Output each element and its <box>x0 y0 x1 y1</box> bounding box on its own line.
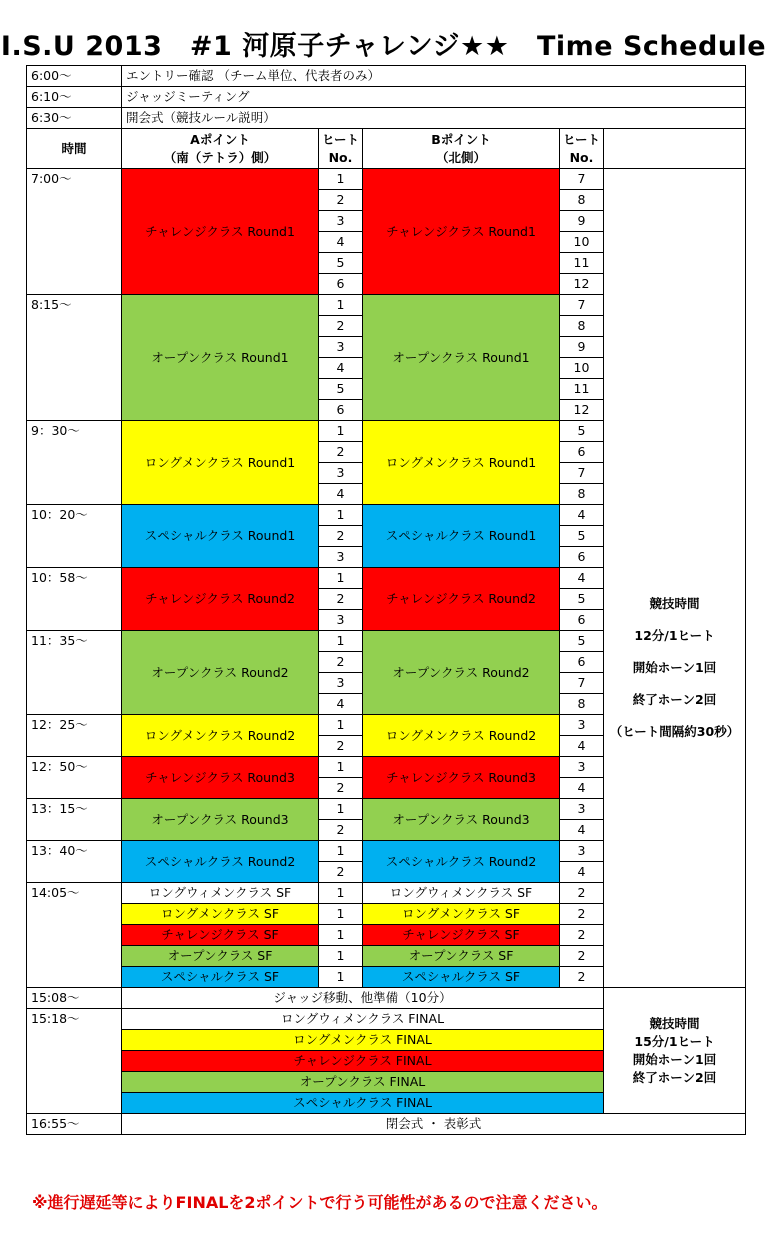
closing-text: 閉会式 ・ 表彰式 <box>122 1114 746 1135</box>
b-heat-no: 12 <box>560 400 604 421</box>
a-heat-no: 6 <box>319 274 363 295</box>
time-cell: 6:00～ <box>27 66 122 87</box>
a-heat-no: 2 <box>319 778 363 799</box>
a-heat-no: 2 <box>319 862 363 883</box>
header-a-point <box>122 129 319 169</box>
header-a-title: Aポイント <box>190 131 250 147</box>
a-sf-heat: 1 <box>319 883 363 904</box>
b-class-cell: チャレンジクラス Round3 <box>363 757 560 799</box>
a-heat-no: 5 <box>319 253 363 274</box>
header-b-title: Bポイント <box>431 131 491 147</box>
b-sf-heat: 2 <box>560 925 604 946</box>
a-heat-no: 2 <box>319 820 363 841</box>
b-sf-heat: 2 <box>560 967 604 988</box>
a-heat-no: 2 <box>319 442 363 463</box>
b-heat-no: 5 <box>560 589 604 610</box>
a-heat-no: 2 <box>319 526 363 547</box>
a-heat-no: 3 <box>319 211 363 232</box>
a-class-cell: スペシャルクラス Round1 <box>122 505 319 568</box>
time-cell: 8:15～ <box>27 295 122 421</box>
time-cell: 11：35～ <box>27 631 122 715</box>
time-cell: 6:10～ <box>27 87 122 108</box>
header-heat-label: ヒート <box>321 131 359 147</box>
b-heat-no: 4 <box>560 568 604 589</box>
delay-notice: ※進行遅延等によりFINALを2ポイントで行う可能性があるので注意ください。 <box>32 1193 608 1212</box>
a-heat-no: 1 <box>319 715 363 736</box>
b-class-cell: チャレンジクラス Round1 <box>363 169 560 295</box>
side-note-line: 競技時間 <box>649 1015 700 1031</box>
final-class: スペシャルクラス FINAL <box>122 1093 604 1114</box>
b-heat-no: 6 <box>560 652 604 673</box>
side-note-line: 競技時間 <box>649 596 700 611</box>
b-sf-heat: 2 <box>560 904 604 925</box>
a-heat-no: 1 <box>319 505 363 526</box>
time-cell: 15:08～ <box>27 988 122 1009</box>
b-heat-no: 8 <box>560 484 604 505</box>
a-heat-no: 1 <box>319 631 363 652</box>
b-heat-no: 3 <box>560 715 604 736</box>
b-heat-no: 8 <box>560 316 604 337</box>
a-sf-class: スペシャルクラス SF <box>122 967 319 988</box>
b-heat-no: 7 <box>560 169 604 190</box>
b-heat-no: 12 <box>560 274 604 295</box>
b-class-cell: オープンクラス Round3 <box>363 799 560 841</box>
time-cell: 13：15～ <box>27 799 122 841</box>
b-heat-no: 5 <box>560 631 604 652</box>
time-cell: 13：40～ <box>27 841 122 883</box>
header-row <box>27 129 746 169</box>
header-heat-b <box>560 129 604 169</box>
a-heat-no: 2 <box>319 736 363 757</box>
a-class-cell: オープンクラス Round3 <box>122 799 319 841</box>
pre-row <box>27 66 746 87</box>
header-no-label: No. <box>569 149 594 165</box>
b-class-cell: ロングメンクラス Round2 <box>363 715 560 757</box>
side-note-final <box>604 988 746 1114</box>
a-sf-heat: 1 <box>319 904 363 925</box>
a-heat-no: 3 <box>319 547 363 568</box>
b-heat-no: 6 <box>560 442 604 463</box>
final-class: ロングメンクラス FINAL <box>122 1030 604 1051</box>
final-class: ロングウィメンクラス FINAL <box>122 1009 604 1030</box>
b-heat-no: 4 <box>560 778 604 799</box>
b-heat-no: 9 <box>560 211 604 232</box>
a-sf-class: チャレンジクラス SF <box>122 925 319 946</box>
event-cell: 開会式（競技ルール説明） <box>122 108 746 129</box>
b-heat-no: 8 <box>560 694 604 715</box>
final-class: チャレンジクラス FINAL <box>122 1051 604 1072</box>
a-sf-heat: 1 <box>319 925 363 946</box>
time-cell: 6:30～ <box>27 108 122 129</box>
time-cell: 12：50～ <box>27 757 122 799</box>
a-sf-class: ロングメンクラス SF <box>122 904 319 925</box>
b-heat-no: 8 <box>560 190 604 211</box>
b-heat-no: 10 <box>560 358 604 379</box>
side-note-line: 12分/1ヒート <box>634 628 715 643</box>
b-heat-no: 10 <box>560 232 604 253</box>
a-class-cell: オープンクラス Round1 <box>122 295 319 421</box>
header-heat-a <box>319 129 363 169</box>
b-heat-no: 3 <box>560 757 604 778</box>
a-heat-no: 3 <box>319 673 363 694</box>
side-note-line: 終了ホーン2回 <box>632 692 717 707</box>
a-heat-no: 3 <box>319 610 363 631</box>
a-class-cell: チャレンジクラス Round2 <box>122 568 319 631</box>
b-sf-heat: 2 <box>560 946 604 967</box>
a-class-cell: スペシャルクラス Round2 <box>122 841 319 883</box>
a-class-cell: チャレンジクラス Round1 <box>122 169 319 295</box>
time-cell: 9：30～ <box>27 421 122 505</box>
a-class-cell: オープンクラス Round2 <box>122 631 319 715</box>
judge-move-row <box>27 988 746 1009</box>
b-sf-class: オープンクラス SF <box>363 946 560 967</box>
b-class-cell: スペシャルクラス Round2 <box>363 841 560 883</box>
b-heat-no: 7 <box>560 673 604 694</box>
a-heat-no: 2 <box>319 652 363 673</box>
time-cell: 15:18～ <box>27 1009 122 1114</box>
final-class: オープンクラス FINAL <box>122 1072 604 1093</box>
heat-row <box>27 169 746 190</box>
a-class-cell: ロングメンクラス Round2 <box>122 715 319 757</box>
b-class-cell: ロングメンクラス Round1 <box>363 421 560 505</box>
side-note-line: （ヒート間隔約30秒） <box>609 724 740 739</box>
b-heat-no: 4 <box>560 736 604 757</box>
a-heat-no: 1 <box>319 841 363 862</box>
a-heat-no: 3 <box>319 463 363 484</box>
pre-row <box>27 108 746 129</box>
b-heat-no: 9 <box>560 337 604 358</box>
side-note-line: 開始ホーン1回 <box>632 1051 717 1067</box>
b-heat-no: 3 <box>560 799 604 820</box>
a-heat-no: 4 <box>319 484 363 505</box>
side-note-line: 終了ホーン2回 <box>632 1069 717 1085</box>
a-class-cell: チャレンジクラス Round3 <box>122 757 319 799</box>
event-cell: エントリー確認 （チーム単位、代表者のみ） <box>122 66 746 87</box>
header-heat-label: ヒート <box>562 131 600 147</box>
page-title: I.S.U 2013 #1 河原子チャレンジ★★ Time Schedule <box>0 31 767 62</box>
header-no-label: No. <box>328 149 353 165</box>
event-cell: ジャッジミーティング <box>122 87 746 108</box>
closing-row <box>27 1114 746 1135</box>
header-b-side: （北側） <box>435 149 486 165</box>
b-heat-no: 11 <box>560 379 604 400</box>
a-heat-no: 4 <box>319 694 363 715</box>
b-heat-no: 4 <box>560 505 604 526</box>
side-note-line: 15分/1ヒート <box>634 1033 715 1049</box>
header-time: 時間 <box>27 129 122 169</box>
a-heat-no: 1 <box>319 799 363 820</box>
a-heat-no: 4 <box>319 232 363 253</box>
a-heat-no: 2 <box>319 190 363 211</box>
b-heat-no: 6 <box>560 547 604 568</box>
a-class-cell: ロングメンクラス Round1 <box>122 421 319 505</box>
b-heat-no: 7 <box>560 463 604 484</box>
a-heat-no: 2 <box>319 589 363 610</box>
a-heat-no: 3 <box>319 337 363 358</box>
b-heat-no: 4 <box>560 862 604 883</box>
schedule-table <box>26 65 746 1135</box>
a-heat-no: 1 <box>319 568 363 589</box>
b-heat-no: 7 <box>560 295 604 316</box>
a-sf-heat: 1 <box>319 967 363 988</box>
pre-row <box>27 87 746 108</box>
a-sf-heat: 1 <box>319 946 363 967</box>
b-heat-no: 4 <box>560 820 604 841</box>
b-sf-heat: 2 <box>560 883 604 904</box>
b-class-cell: チャレンジクラス Round2 <box>363 568 560 631</box>
a-heat-no: 4 <box>319 358 363 379</box>
header-b-point <box>363 129 560 169</box>
a-sf-class: ロングウィメンクラス SF <box>122 883 319 904</box>
time-cell: 7:00～ <box>27 169 122 295</box>
a-heat-no: 2 <box>319 316 363 337</box>
b-class-cell: オープンクラス Round1 <box>363 295 560 421</box>
b-sf-class: ロングウィメンクラス SF <box>363 883 560 904</box>
b-sf-class: スペシャルクラス SF <box>363 967 560 988</box>
header-blank <box>604 129 746 169</box>
side-note-rules <box>604 169 746 988</box>
a-heat-no: 6 <box>319 400 363 421</box>
a-heat-no: 5 <box>319 379 363 400</box>
b-sf-class: チャレンジクラス SF <box>363 925 560 946</box>
b-heat-no: 5 <box>560 526 604 547</box>
b-heat-no: 6 <box>560 610 604 631</box>
b-heat-no: 11 <box>560 253 604 274</box>
b-class-cell: オープンクラス Round2 <box>363 631 560 715</box>
time-cell: 10：20～ <box>27 505 122 568</box>
time-cell: 12：25～ <box>27 715 122 757</box>
a-heat-no: 1 <box>319 169 363 190</box>
b-heat-no: 5 <box>560 421 604 442</box>
a-heat-no: 1 <box>319 757 363 778</box>
a-sf-class: オープンクラス SF <box>122 946 319 967</box>
time-cell: 10：58～ <box>27 568 122 631</box>
b-class-cell: スペシャルクラス Round1 <box>363 505 560 568</box>
a-heat-no: 1 <box>319 295 363 316</box>
a-heat-no: 1 <box>319 421 363 442</box>
side-note-line: 開始ホーン1回 <box>632 660 717 675</box>
time-cell: 16:55～ <box>27 1114 122 1135</box>
judge-move-text: ジャッジ移動、他準備（10分） <box>122 988 604 1009</box>
b-sf-class: ロングメンクラス SF <box>363 904 560 925</box>
header-a-side: （南（テトラ）側） <box>163 149 277 165</box>
b-heat-no: 3 <box>560 841 604 862</box>
time-cell: 14:05～ <box>27 883 122 988</box>
